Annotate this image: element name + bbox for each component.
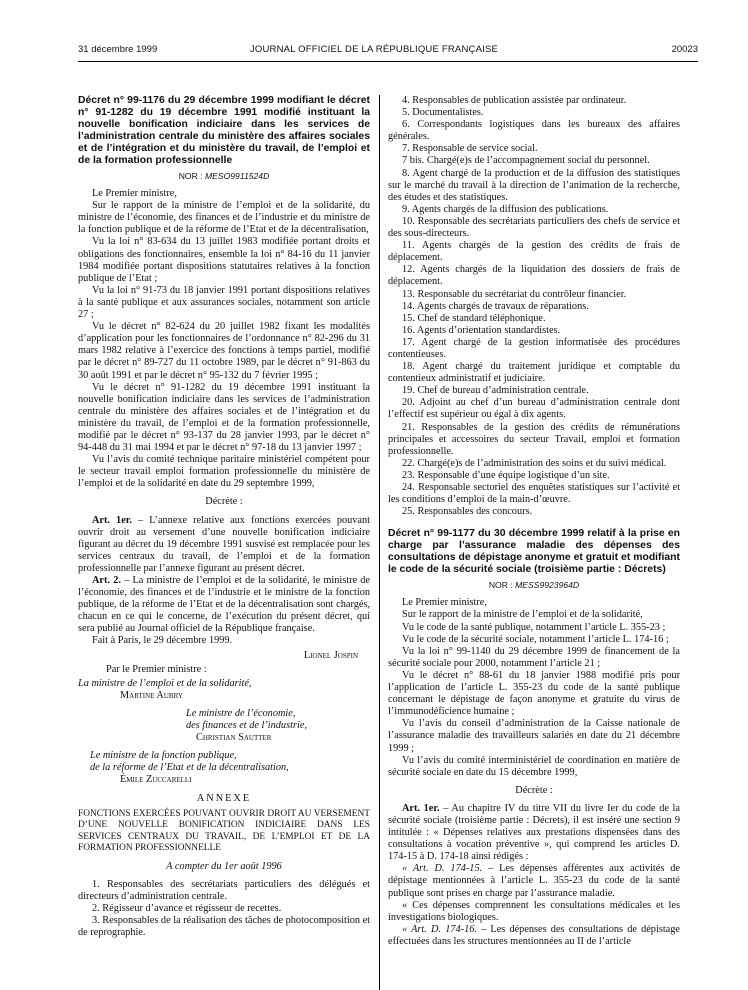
decree2-visa: Sur le rapport de la ministre de l’emploi et de la solidarité,: [402, 609, 643, 621]
header-date: 31 décembre 1999: [78, 44, 158, 55]
decree1-title: Décret n° 99-1176 du 29 décembre 1999 modifiant le décret n° 91-1282 du 19 décembre 1991 modifié instituant la nouvelle bonification indiciaire dans les services de l’administration centrale du ministère des affaires sociales et de l’intégration et du ministère du travail, de l’emploi et de la formation professionnelle: [78, 95, 370, 166]
annexe-item: 7. Responsable de service social.: [402, 143, 538, 155]
decree2-nor-label: NOR :: [488, 580, 513, 591]
decree1-visa: Vu l’avis du comité technique paritaire ministériel compétent pour le secteur travail emploi formation professionnelle du ministère de l’emploi et de la solidarité en date du 29 septembre 1999,: [78, 454, 370, 490]
annexe-item: 24. Responsable sectoriel des enquêtes statistiques sur l’activité et les conditions d’emploi de la main-d’œuvre.: [388, 482, 680, 506]
decree2-nor: [388, 579, 680, 591]
annexe-item: 13. Responsable du secrétariat du contrôleur financier.: [402, 288, 627, 300]
annexe-item: 18. Agent chargé du traitement juridique et comptable du contentieux administratif et judiciaire.: [388, 361, 680, 385]
annexe-item: 4. Responsables de publication assistée par ordinateur.: [402, 95, 627, 106]
decree2-article-d174-16: [388, 924, 680, 948]
decree2-art1-text: – Au chapitre IV du titre VII du livre Ier du code de la sécurité sociale (troisième partie : Décrets), il est inséré une section 9 intitulée : « Dépenses relatives aux prestations dispensées dans des consultations à vocation préventive », qui comprend les articles D. 174-15 à D. 174-18 ainsi rédigés :: [388, 802, 680, 863]
decree2-article-d174-15: [388, 863, 680, 899]
decree2-title: Décret n° 99-1177 du 30 décembre 1999 relatif à la prise en charge par l’assurance maladie des dépenses des consultations de dépistage anonyme et gratuit et modifiant le code de la sécurité sociale (troisième partie : Décrets): [388, 528, 680, 576]
annexe-title: ANNEXE: [196, 792, 252, 804]
decree2-artD15-cont: « Ces dépenses comprennent les consultations médicales et les investigations biologiques.: [388, 899, 680, 923]
decree2-decrete: Décrète :: [515, 784, 553, 796]
annexe-item: 12. Agents chargés de la liquidation des dossiers de frais de déplacement.: [388, 264, 680, 288]
decree2-visa: Vu l’avis du comité interministériel de coordination en matière de sécurité sociale en date du 15 décembre 1999,: [388, 754, 680, 778]
sig-fp-title1: Le ministre de la fonction publique,: [90, 750, 237, 762]
decree1-article-1: [78, 515, 370, 575]
sig-fp-name: Émile Zuccarelli: [120, 774, 192, 786]
sig-eco-title2: des finances et de l’industrie,: [186, 720, 307, 732]
decree2-artD15-text: – Les dépenses afférentes aux activités de dépistage mentionnées à l’article L. 355-23 du code de la santé publique sont prises en charge par l’assurance maladie.: [388, 863, 680, 899]
annexe-item: 10. Responsable des secrétariats particuliers des chefs de service et des sous-directeurs.: [388, 215, 680, 240]
sig-emploi-name: Martine Aubry: [120, 689, 183, 701]
annexe-item: 22. Chargé(e)s de l’administration des soins et du suivi médical.: [402, 457, 667, 469]
decree2-visa: Vu le décret n° 88-61 du 18 janvier 1988 modifié pris pour l’application de l’article L. 355-23 du code de la santé publique concernant le dépistage de façon anonyme et gratuite du virus de l’immunodéficience humaine ;: [388, 669, 680, 718]
decree1-visa: Vu la loi n° 91-73 du 18 janvier 1991 portant dispositions relatives à la santé publique et aux assurances sociales, notamment son article 27 ;: [78, 284, 370, 321]
decree2-premier: Le Premier ministre,: [402, 597, 487, 609]
right-column: [388, 95, 680, 948]
annexe-item: 5. Documentalistes.: [402, 107, 484, 119]
decree1-art1-label: Art. 1er.: [92, 514, 132, 526]
annexe-item: 14. Agents chargés de travaux de réparations.: [402, 300, 589, 312]
sig-fp-title2: de la réforme de l’Etat et de la décentralisation,: [90, 762, 289, 774]
column-divider: [379, 95, 380, 990]
decree1-nor-code: MESO9911524D: [204, 171, 270, 181]
annexe-item: 7 bis. Chargé(e)s de l’accompagnement social du personnel.: [402, 155, 650, 167]
signatory-main: Lionel Jospin: [303, 649, 358, 661]
par-premier-ministre: Par le Premier ministre :: [106, 663, 207, 675]
annexe-item: 6. Correspondants logistiques dans les bureaux des affaires générales.: [388, 119, 680, 143]
decree2-visa: Vu la loi n° 99-1140 du 29 décembre 1999 de financement de la sécurité sociale pour 2000, notamment l’article 21 ;: [388, 645, 680, 669]
annexe-item: 17. Agent chargé de la gestion informatisée des procédures contentieuses.: [388, 336, 680, 360]
sig-eco-name: Christian Sautter: [196, 732, 272, 744]
page-header: [0, 44, 748, 58]
decree2-visa: Vu le code de la santé publique, notamment l’article L. 355-23 ;: [402, 621, 666, 633]
annexe-date: A compter du 1er août 1996: [166, 860, 282, 872]
decree2-nor-code: MESS9923964D: [515, 580, 580, 591]
annexe-item: 15. Chef de standard téléphonique.: [402, 312, 546, 324]
header-rule: [78, 61, 698, 62]
decree1-visa: Vu le décret n° 91-1282 du 19 décembre 1991 instituant la nouvelle bonification indiciaire dans les services de l’administration centrale du ministère des affaires sociales et de l’intégration et du ministère du travail, de l’emploi et de la formation professionnelle, modifié par le décret n° 93-137 du 28 janvier 1993, par le décret n° 94-448 du 31 mai 1994 et par le décret n° 97-18 du 13 janvier 1997 ;: [78, 381, 370, 454]
annexe-item: 2. Régisseur d’avance et régisseur de recettes.: [92, 902, 282, 914]
decree2-art1-label: Art. 1er.: [402, 802, 440, 814]
annexe-item: 11. Agents chargés de la gestion des crédits de frais de déplacement.: [388, 240, 680, 264]
decree1-article-2: [78, 575, 370, 635]
decree2-visa: Vu l’avis du conseil d’administration de la Caisse nationale de l’assurance maladie des travailleurs salariés en date du 21 décembre 1999 ;: [388, 718, 680, 754]
decree2-visas: [388, 609, 680, 778]
decree2-visa: Vu le code de la sécurité sociale, notamment l’article L. 174-16 ;: [402, 633, 669, 645]
annexe-item: 3. Responsables de la réalisation des tâches de photocomposition et de reprographie.: [78, 914, 370, 939]
annexe-items-continued: [388, 95, 680, 518]
decree1-visas: [78, 200, 370, 490]
decree1-art2-text: – La ministre de l’emploi et de la solidarité, le ministre de l’économie, des finances et de l’industrie et le ministre de la fonction publique, de la réforme de l’Etat et de la décentralisation sont chargés, chacun en ce qui le concerne, de l’exécution du présent décret, qui sera publié au Journal officiel de la République française.: [78, 575, 370, 635]
sig-emploi-title: La ministre de l’emploi et de la solidarité,: [78, 677, 252, 689]
decree1-visa: Vu la loi n° 83-634 du 13 juillet 1983 modifiée portant droits et obligations des fonctionnaires, ensemble la loi n° 84-16 du 11 janvier 1984 modifiée portant dispositions statutaires relatives à la fonction publique de l’Etat ;: [78, 236, 370, 284]
decree2-artD15-label: « Art. D. 174-15.: [402, 863, 483, 875]
header-journal-title: JOURNAL OFFICIEL DE LA RÉPUBLIQUE FRANÇAISE: [249, 44, 499, 55]
decree1-fait: Fait à Paris, le 29 décembre 1999.: [92, 635, 233, 647]
decree1-decrete: Décrète :: [205, 496, 243, 508]
annexe-item: 25. Responsables des concours.: [402, 506, 533, 518]
decree1-nor-label: NOR :: [178, 171, 203, 181]
left-column: [78, 95, 370, 939]
decree2-article-1: [388, 803, 680, 863]
decree2-artD16-label: « Art. D. 174-16.: [402, 923, 477, 935]
decree1-art1-text: – L’annexe relative aux fonctions exercées pouvant ouvrir droit au versement d’une nouvelle bonification indiciaire figurant au décret du 19 décembre 1991 susvisé est remplacée pour les services centraux du travail, de l’emploi et de la formation professionnelle par l’annexe figurant au présent décret.: [78, 514, 370, 574]
annexe-item: 23. Responsable d’une équipe logistique d’un site.: [402, 469, 610, 481]
annexe-subtitle: FONCTIONS EXERCÉES POUVANT OUVRIR DROIT AU VERSEMENT D’UNE NOUVELLE BONIFICATION INDICIAIRE DANS LES SERVICES CENTRAUX DU TRAVAIL, DE L’EMPLOI ET DE LA FORMATION PROFESSIONNELLE: [78, 808, 370, 854]
annexe-item: 21. Responsables de la gestion des crédits de rémunérations principales et accessoires du secteur Travail, emploi et formation professionnelle.: [388, 421, 680, 457]
annexe-item: 8. Agent chargé de la production et de la diffusion des statistiques sur le marché du travail à la direction de l’animation de la recherche, des études et des statistiques.: [388, 167, 680, 203]
decree1-premier: Le Premier ministre,: [92, 188, 177, 200]
decree1-visa: Sur le rapport de la ministre de l’emploi et de la solidarité, du ministre de l’économie, des finances et de l’industrie et du ministre de la fonction publique et de la réforme de l’Etat et de la décentralisation,: [78, 200, 370, 236]
decree2-artD16-text: – Les dépenses des consultations de dépistage effectuées dans les structures mentionnées au II de l’article: [388, 923, 680, 947]
annexe-item: 19. Chef de bureau d’administration centrale.: [402, 385, 589, 397]
decree1-nor: [78, 170, 370, 182]
header-page-number: 20023: [671, 44, 698, 55]
decree1-visa: Vu le décret n° 82-624 du 20 juillet 1982 fixant les modalités d’application pour les fonctionnaires de l’ordonnance n° 82-296 du 31 mars 1982 relative à l’exercice des fonctions à temps partiel, modifié par le décret n° 89-727 du 11 octobre 1989, par le décret n° 91-863 du 30 août 1991 et par le décret n° 95-132 du 7 février 1995 ;: [78, 321, 370, 381]
annexe-item: 1. Responsables des secrétariats particuliers des délégués et directeurs d’administration centrale.: [78, 878, 370, 902]
annexe-item: 9. Agents chargés de la diffusion des publications.: [402, 203, 609, 215]
decree1-art2-label: Art. 2.: [92, 575, 121, 586]
sig-eco-title1: Le ministre de l’économie,: [186, 707, 296, 719]
annexe-item: 20. Adjoint au chef d’un bureau d’administration centrale dont l’effectif est supérieur ou égal à dix agents.: [388, 397, 680, 421]
annexe-item: 16. Agents d’orientation standardistes.: [402, 324, 561, 336]
